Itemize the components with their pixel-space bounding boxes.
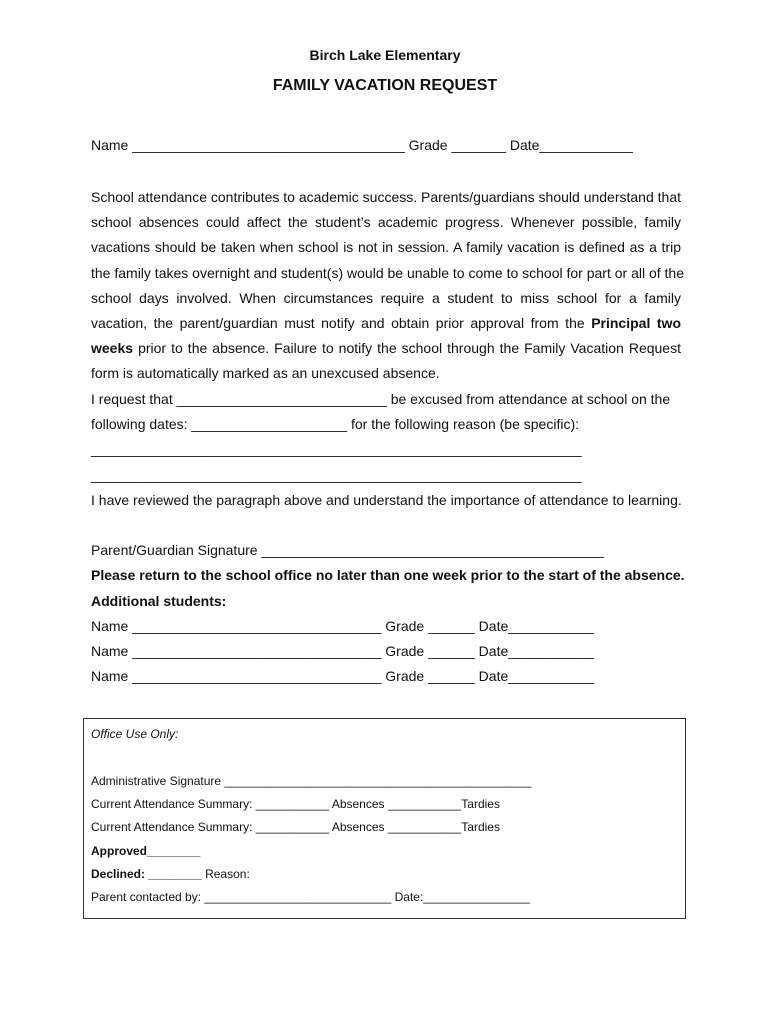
parent-signature-line[interactable]: Parent/Guardian Signature ____________________________________________ (91, 542, 605, 558)
reviewed-statement: I have reviewed the paragraph above and understand the importance of attendance to learning. (91, 492, 682, 508)
admin-signature-line[interactable]: Administrative Signature ______________________________________________ (91, 774, 532, 788)
dates-line[interactable]: following dates: ____________________ for the following reason (be specific): (91, 416, 580, 432)
additional-students-heading: Additional students: (91, 593, 227, 609)
reason-line[interactable]: _______________________________________________________________ (91, 467, 582, 483)
form-title: FAMILY VACATION REQUEST (272, 77, 498, 94)
additional-student-line[interactable]: Name ________________________________ Grade ______ Date___________ (91, 618, 594, 634)
additional-student-line[interactable]: Name ________________________________ Grade ______ Date___________ (91, 668, 594, 684)
office-use-heading: Office Use Only: (91, 727, 179, 741)
declined-reason-label: Reason: (201, 867, 250, 881)
attendance-summary-line[interactable]: Current Attendance Summary: ___________ Absences ___________Tardies (91, 820, 500, 834)
paragraph-line: School attendance contributes to academic success. Parents/guardians should understand that (91, 189, 681, 205)
policy-paragraph (91, 185, 684, 387)
school-name: Birch Lake Elementary (309, 47, 461, 63)
office-use-box (83, 718, 686, 919)
paragraph-text: prior to the absence. Failure to notify the school through the Family Vacation Request (133, 340, 681, 357)
paragraph-bold-text: weeks (91, 340, 134, 357)
reason-line[interactable]: _______________________________________________________________ (91, 441, 582, 457)
paragraph-line (91, 336, 681, 361)
paragraph-bold-text: Principal two (591, 314, 681, 331)
paragraph-line: school absences could affect the student’s academic progress. Whenever possible, family (91, 214, 681, 231)
paragraph-line (91, 311, 681, 336)
request-line[interactable]: I request that ___________________________ be excused from attendance at school on the (91, 391, 671, 407)
paragraph-text: vacation, the parent/guardian must notify and obtain prior approval from the (91, 314, 592, 331)
paragraph-line: form is automatically marked as an unexcused absence. (91, 365, 440, 382)
declined-line[interactable] (91, 867, 250, 881)
parent-contacted-line[interactable]: Parent contacted by: ____________________________ Date:________________ (91, 890, 531, 904)
return-notice: Please return to the school office no later than one week prior to the start of the absence. (91, 567, 685, 583)
paragraph-line: the family takes overnight and student(s) would be unable to come to school for part or all of the (91, 264, 684, 281)
approved-line[interactable]: Approved________ (91, 844, 201, 858)
paragraph-line: school days involved. When circumstances require a student to miss school for a family (91, 289, 681, 306)
student-info-line[interactable]: Name ___________________________________ Grade _______ Date____________ (91, 137, 633, 153)
declined-label: Declined: ________ (91, 867, 202, 881)
paragraph-line: vacations should be taken when school is not in session. A family vacation is defined as a trip (91, 239, 681, 256)
additional-student-line[interactable]: Name ________________________________ Grade ______ Date___________ (91, 643, 594, 659)
attendance-summary-line[interactable]: Current Attendance Summary: ___________ Absences ___________Tardies (91, 797, 500, 811)
